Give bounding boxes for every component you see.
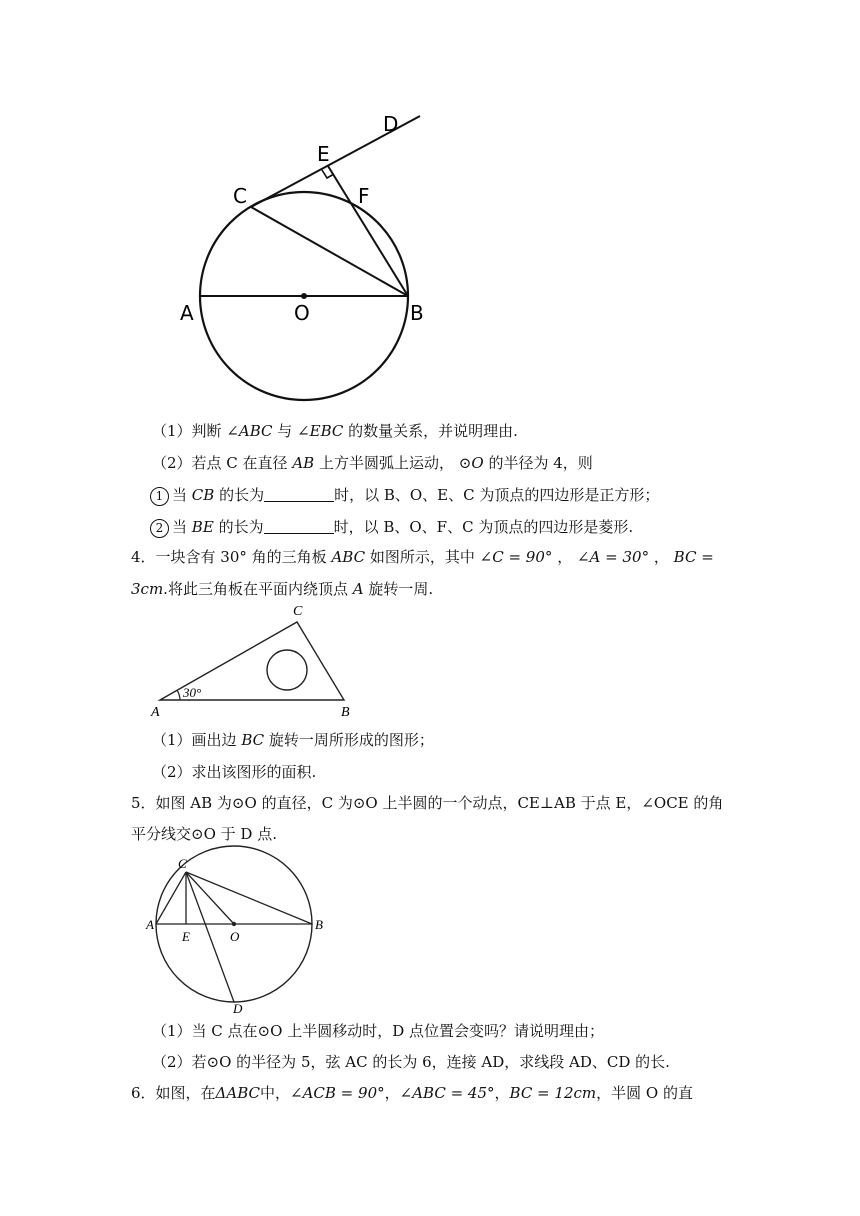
q4-line1	[131, 546, 714, 568]
q5-part1: （1）当 C 点在⊙O 上半圆移动时，D 点位置会变吗？请说明理由；	[152, 1022, 604, 1040]
label-c: C	[178, 856, 187, 871]
math: 3cm	[131, 580, 164, 598]
answer-blank[interactable]	[264, 519, 334, 534]
text: （1）画出边	[152, 731, 237, 749]
label-d: D	[233, 1001, 243, 1013]
q3-part2-case1	[150, 484, 659, 506]
math: BE	[191, 518, 214, 536]
label-angle: 30°	[183, 685, 202, 700]
text: 6．如图，在	[131, 1084, 216, 1102]
q4-part1	[152, 729, 434, 751]
math: BC =	[673, 548, 714, 566]
answer-blank[interactable]	[264, 487, 334, 502]
math: ∠ABC = 45°	[399, 1084, 495, 1102]
label-c: C	[293, 604, 303, 619]
segment-co	[186, 872, 234, 924]
text: 与	[277, 422, 293, 440]
label-e: E	[317, 142, 330, 166]
text: 旋转一周.	[368, 580, 434, 598]
text: ，	[384, 1084, 400, 1102]
text: 时，以 B、O、E、C 为顶点的四边形是正方形；	[334, 486, 660, 504]
text: ，	[557, 548, 573, 566]
text: 的长为	[219, 486, 265, 504]
q3-part1	[152, 420, 518, 442]
label-o: O	[294, 301, 310, 325]
label-d: D	[383, 112, 399, 136]
text: 4．一块含有 30° 角的三角板	[131, 548, 327, 566]
text: 的数量关系，并说明理由.	[348, 422, 518, 440]
figure-circle-tangent	[170, 105, 440, 410]
text: ，	[653, 548, 669, 566]
text: ，	[494, 1084, 510, 1102]
text: .将此三角板在平面内绕顶点	[163, 580, 348, 598]
math: ∠ACB = 90°	[290, 1084, 385, 1102]
text: （1）判断	[152, 422, 222, 440]
text: 时，以 B、O、F、C 为顶点的四边形是菱形.	[333, 518, 634, 536]
math: BC	[241, 731, 265, 749]
text: 的半径为 4，则	[488, 454, 593, 472]
q4-part2: （2）求出该图形的面积.	[152, 763, 317, 781]
math: ΔABC	[215, 1084, 260, 1102]
text: 当	[172, 518, 188, 536]
center-point	[301, 293, 307, 299]
text: 旋转一周所形成的图形；	[268, 731, 434, 749]
math: ∠EBC	[297, 422, 344, 440]
math: ABC	[331, 548, 366, 566]
label-b: B	[315, 917, 323, 932]
figure-triangle	[145, 600, 365, 720]
math: ∠ABC	[226, 422, 273, 440]
q3-part2	[152, 452, 593, 474]
q5-line1: 5．如图 AB 为⊙O 的直径，C 为⊙O 上半圆的一个动点，CE⊥AB 于点 E，∠OCE 的角	[131, 794, 724, 812]
q4-line2	[131, 578, 433, 600]
text: （2）若点 C 在直径	[152, 454, 288, 472]
angle-arc	[177, 690, 180, 700]
circled-number: 2	[150, 519, 169, 538]
label-a: A	[146, 917, 154, 932]
q3-part2-case2	[150, 516, 633, 538]
q5-part2: （2）若⊙O 的半径为 5，弦 AC 的长为 6，连接 AD，求线段 AD、CD 的长.	[152, 1053, 670, 1071]
figure-circle-chords	[140, 843, 330, 1013]
label-o: O	[230, 929, 240, 944]
q5-line2: 平分线交⊙O 于 D 点.	[131, 825, 277, 843]
label-e: E	[182, 929, 190, 944]
text: 如图所示，其中	[369, 548, 475, 566]
label-b: B	[341, 705, 350, 720]
chord-cb	[251, 207, 408, 296]
math: AB	[292, 454, 315, 472]
text: 的长为	[218, 518, 264, 536]
math: ⊙O	[458, 454, 484, 472]
text: 当	[172, 486, 188, 504]
label-c: C	[233, 184, 247, 208]
math: BC = 12cm	[509, 1084, 597, 1102]
text: ，半圆 O 的直	[596, 1084, 693, 1102]
circled-number: 1	[150, 487, 169, 506]
label-b: B	[410, 301, 424, 325]
chord-cb	[186, 872, 312, 924]
label-a: A	[180, 301, 194, 325]
math: ∠A = 30°	[576, 548, 650, 566]
math: CB	[191, 486, 215, 504]
label-a: A	[151, 705, 160, 720]
label-f: F	[358, 184, 370, 208]
center-point	[232, 922, 236, 926]
text: 中，	[260, 1084, 291, 1102]
math: ∠C = 90°	[479, 548, 553, 566]
chord-cd	[186, 872, 234, 1002]
q6-line1	[131, 1082, 693, 1104]
triangle-hole	[267, 650, 307, 690]
math: A	[352, 580, 364, 598]
text: 上方半圆弧上运动，	[318, 454, 454, 472]
